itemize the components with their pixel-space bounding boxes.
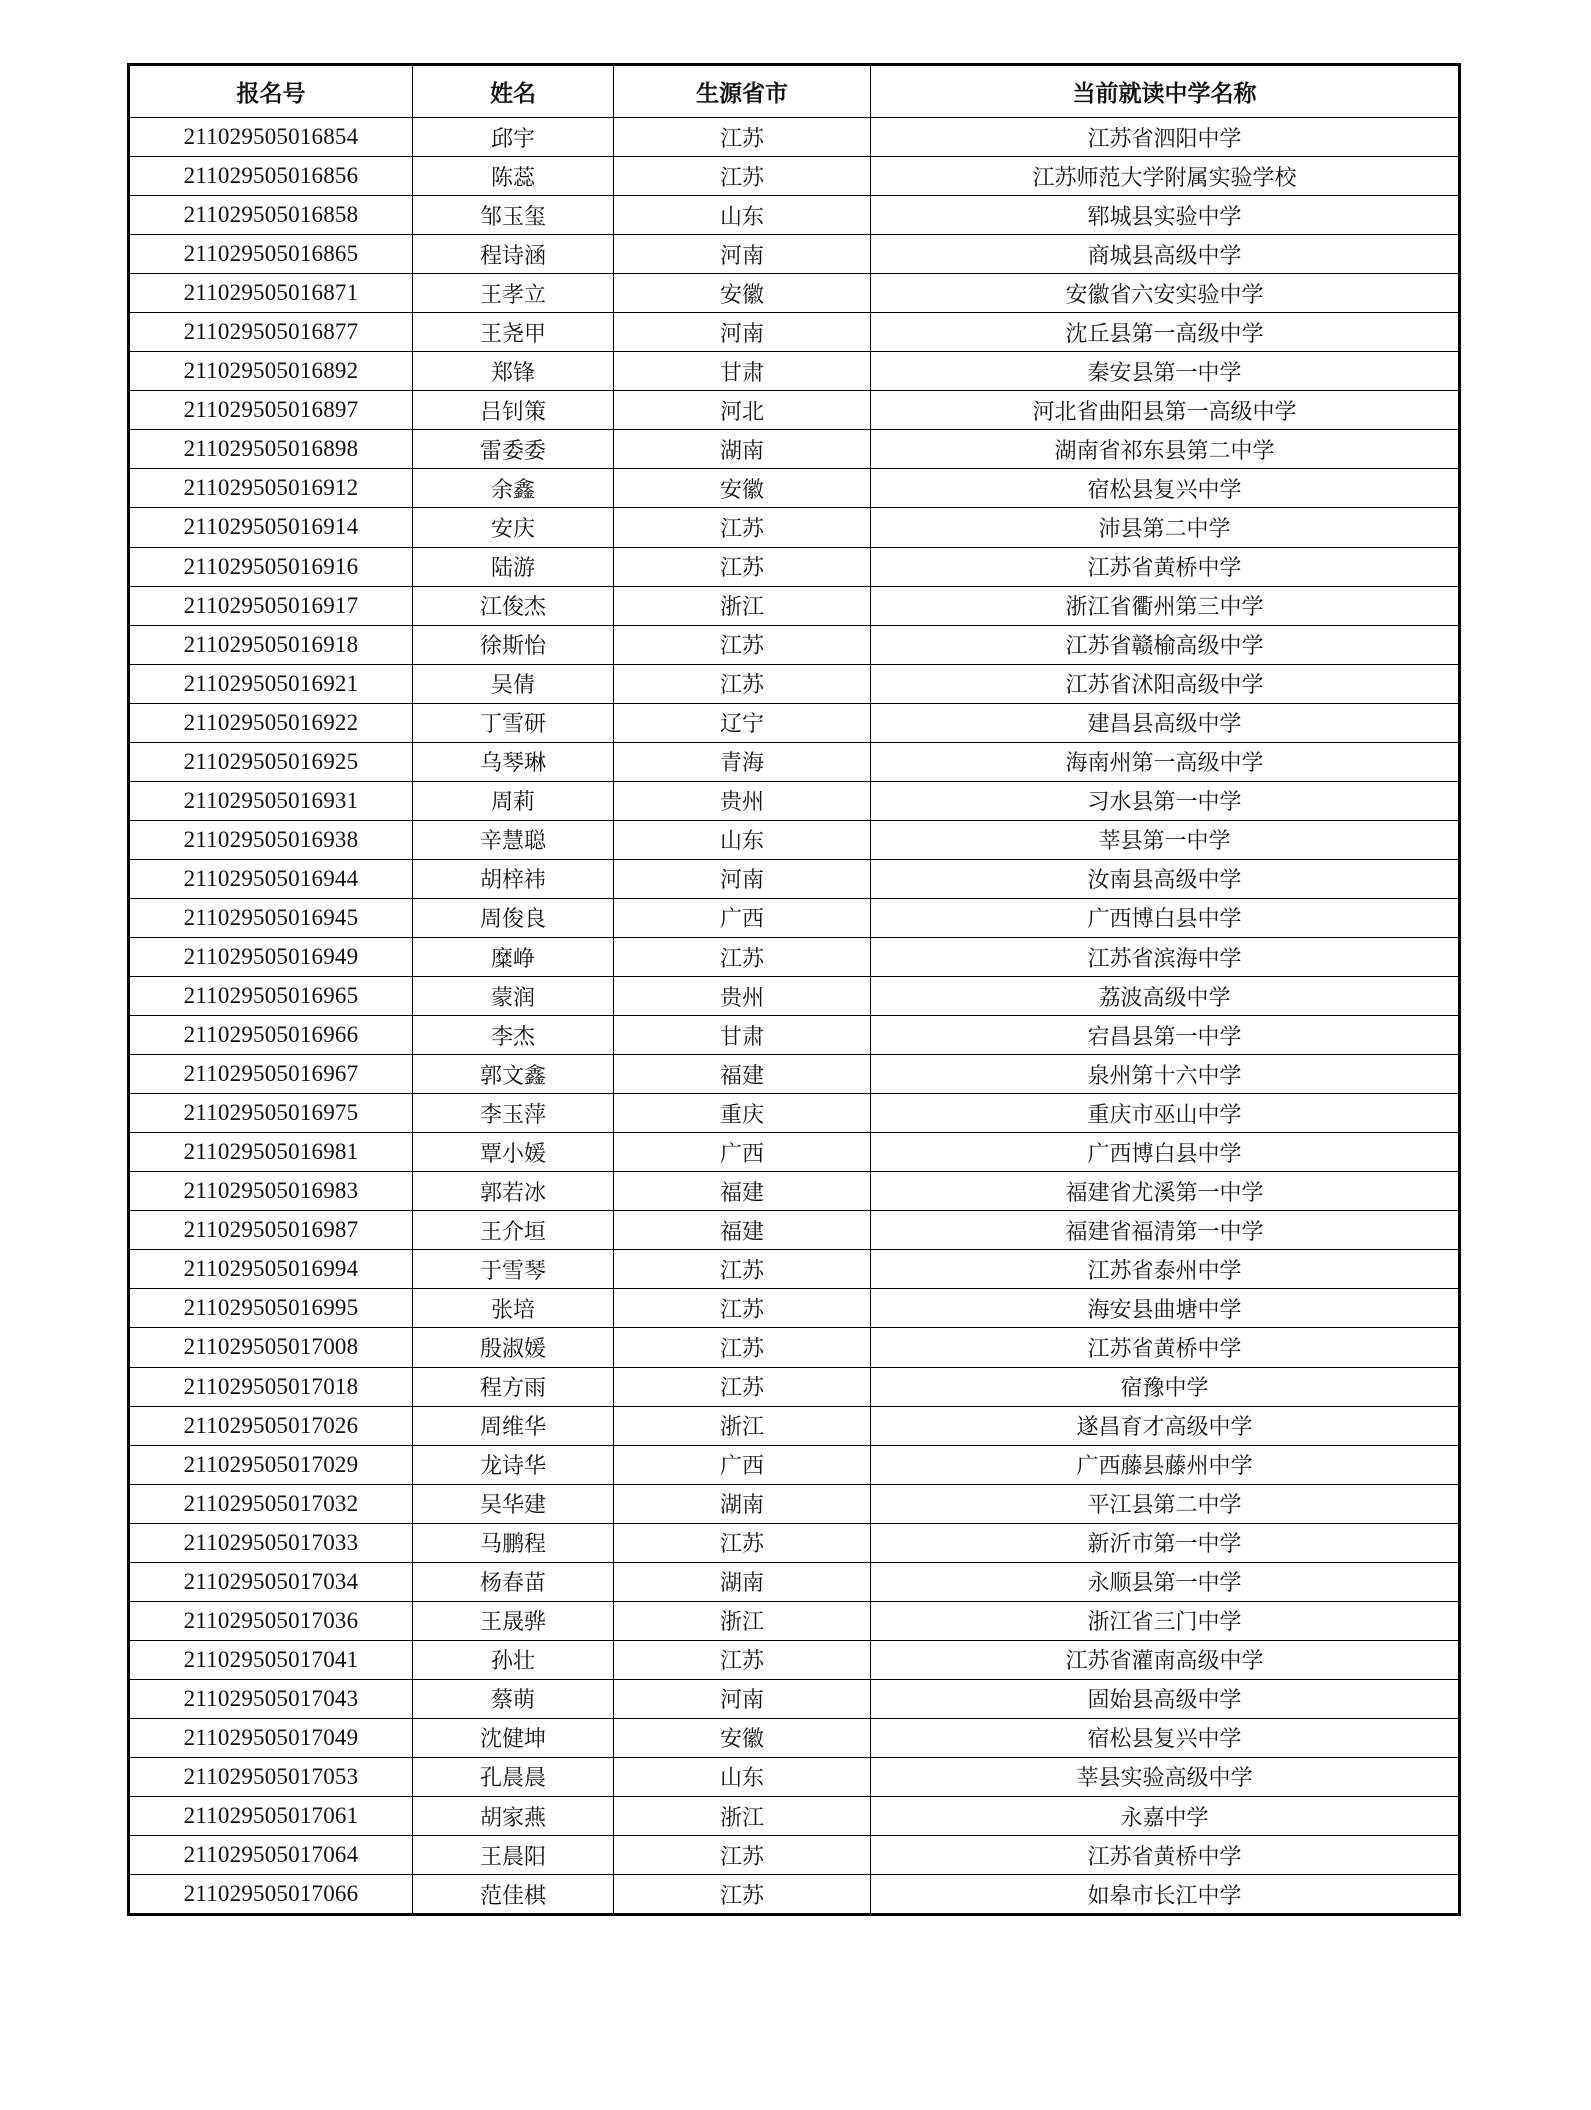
header-name: 姓名 xyxy=(413,65,614,118)
province-cell: 江苏 xyxy=(614,1875,871,1915)
province-cell: 江苏 xyxy=(614,1640,871,1679)
province-cell: 甘肃 xyxy=(614,352,871,391)
student-name-cell: 龙诗华 xyxy=(413,1445,614,1484)
student-name-cell: 蔡萌 xyxy=(413,1679,614,1718)
table-row xyxy=(129,1367,1460,1406)
student-name-cell: 马鹏程 xyxy=(413,1523,614,1562)
table-row xyxy=(129,1757,1460,1796)
school-name-cell: 重庆市巫山中学 xyxy=(871,1094,1460,1133)
school-name-cell: 广西藤县藤州中学 xyxy=(871,1445,1460,1484)
province-cell: 湖南 xyxy=(614,430,871,469)
student-name-cell: 安庆 xyxy=(413,508,614,547)
registration-number-cell: 211029505017036 xyxy=(129,1601,413,1640)
province-cell: 广西 xyxy=(614,898,871,937)
registration-number-cell: 211029505016931 xyxy=(129,781,413,820)
province-cell: 山东 xyxy=(614,1757,871,1796)
school-name-cell: 宕昌县第一中学 xyxy=(871,1016,1460,1055)
registration-number-cell: 211029505017053 xyxy=(129,1757,413,1796)
table-row xyxy=(129,1679,1460,1718)
table-row xyxy=(129,1133,1460,1172)
province-cell: 安徽 xyxy=(614,1718,871,1757)
registration-number-cell: 211029505017041 xyxy=(129,1640,413,1679)
student-name-cell: 吴倩 xyxy=(413,664,614,703)
registration-number-cell: 211029505017066 xyxy=(129,1875,413,1915)
province-cell: 河南 xyxy=(614,235,871,274)
province-cell: 江苏 xyxy=(614,664,871,703)
table-row xyxy=(129,703,1460,742)
registration-number-cell: 211029505017008 xyxy=(129,1328,413,1367)
header-row xyxy=(129,65,1460,118)
school-name-cell: 浙江省三门中学 xyxy=(871,1601,1460,1640)
table-row xyxy=(129,313,1460,352)
school-name-cell: 江苏省灌南高级中学 xyxy=(871,1640,1460,1679)
province-cell: 重庆 xyxy=(614,1094,871,1133)
registration-number-cell: 211029505016938 xyxy=(129,820,413,859)
province-cell: 江苏 xyxy=(614,937,871,976)
student-name-cell: 张培 xyxy=(413,1289,614,1328)
student-name-cell: 孙壮 xyxy=(413,1640,614,1679)
table-row xyxy=(129,820,1460,859)
school-name-cell: 平江县第二中学 xyxy=(871,1484,1460,1523)
table-row xyxy=(129,547,1460,586)
table-row xyxy=(129,1172,1460,1211)
student-name-cell: 胡家燕 xyxy=(413,1797,614,1836)
table-row xyxy=(129,1406,1460,1445)
table-row xyxy=(129,1445,1460,1484)
province-cell: 贵州 xyxy=(614,977,871,1016)
registration-number-cell: 211029505017032 xyxy=(129,1484,413,1523)
table-row xyxy=(129,742,1460,781)
school-name-cell: 江苏省沭阳高级中学 xyxy=(871,664,1460,703)
province-cell: 山东 xyxy=(614,196,871,235)
table-row xyxy=(129,1211,1460,1250)
province-cell: 安徽 xyxy=(614,274,871,313)
table-row xyxy=(129,1289,1460,1328)
school-name-cell: 汝南县高级中学 xyxy=(871,859,1460,898)
student-name-cell: 于雪琴 xyxy=(413,1250,614,1289)
province-cell: 湖南 xyxy=(614,1562,871,1601)
registration-number-cell: 211029505017029 xyxy=(129,1445,413,1484)
table-row xyxy=(129,1640,1460,1679)
school-name-cell: 宿豫中学 xyxy=(871,1367,1460,1406)
student-name-cell: 王介垣 xyxy=(413,1211,614,1250)
table-row xyxy=(129,1718,1460,1757)
school-name-cell: 安徽省六安实验中学 xyxy=(871,274,1460,313)
student-name-cell: 陆游 xyxy=(413,547,614,586)
student-name-cell: 乌琴琳 xyxy=(413,742,614,781)
province-cell: 江苏 xyxy=(614,508,871,547)
registration-number-cell: 211029505016983 xyxy=(129,1172,413,1211)
school-name-cell: 遂昌育才高级中学 xyxy=(871,1406,1460,1445)
province-cell: 贵州 xyxy=(614,781,871,820)
student-name-cell: 王晨阳 xyxy=(413,1836,614,1875)
school-name-cell: 湖南省祁东县第二中学 xyxy=(871,430,1460,469)
school-name-cell: 广西博白县中学 xyxy=(871,1133,1460,1172)
registration-number-cell: 211029505016858 xyxy=(129,196,413,235)
student-name-cell: 吴华建 xyxy=(413,1484,614,1523)
student-roster-table xyxy=(127,63,1461,1916)
table-row xyxy=(129,1055,1460,1094)
student-name-cell: 殷淑媛 xyxy=(413,1328,614,1367)
header-province: 生源省市 xyxy=(614,65,871,118)
table-row xyxy=(129,625,1460,664)
student-name-cell: 雷委委 xyxy=(413,430,614,469)
student-name-cell: 覃小媛 xyxy=(413,1133,614,1172)
registration-number-cell: 211029505016944 xyxy=(129,859,413,898)
school-name-cell: 新沂市第一中学 xyxy=(871,1523,1460,1562)
province-cell: 江苏 xyxy=(614,1250,871,1289)
school-name-cell: 郓城县实验中学 xyxy=(871,196,1460,235)
student-name-cell: 王尧甲 xyxy=(413,313,614,352)
registration-number-cell: 211029505017026 xyxy=(129,1406,413,1445)
school-name-cell: 广西博白县中学 xyxy=(871,898,1460,937)
table-row xyxy=(129,859,1460,898)
school-name-cell: 江苏省黄桥中学 xyxy=(871,547,1460,586)
province-cell: 青海 xyxy=(614,742,871,781)
province-cell: 江苏 xyxy=(614,118,871,157)
student-name-cell: 胡梓祎 xyxy=(413,859,614,898)
student-name-cell: 周莉 xyxy=(413,781,614,820)
table-row xyxy=(129,781,1460,820)
registration-number-cell: 211029505016917 xyxy=(129,586,413,625)
school-name-cell: 沈丘县第一高级中学 xyxy=(871,313,1460,352)
table-row xyxy=(129,430,1460,469)
student-name-cell: 范佳棋 xyxy=(413,1875,614,1915)
header-registration-number: 报名号 xyxy=(129,65,413,118)
school-name-cell: 海安县曲塘中学 xyxy=(871,1289,1460,1328)
province-cell: 河南 xyxy=(614,1679,871,1718)
province-cell: 江苏 xyxy=(614,1836,871,1875)
school-name-cell: 浙江省衢州第三中学 xyxy=(871,586,1460,625)
student-name-cell: 邹玉玺 xyxy=(413,196,614,235)
registration-number-cell: 211029505016981 xyxy=(129,1133,413,1172)
province-cell: 福建 xyxy=(614,1211,871,1250)
school-name-cell: 固始县高级中学 xyxy=(871,1679,1460,1718)
student-name-cell: 郭文鑫 xyxy=(413,1055,614,1094)
table-row xyxy=(129,977,1460,1016)
table-row xyxy=(129,1875,1460,1915)
province-cell: 河南 xyxy=(614,313,871,352)
table-row xyxy=(129,274,1460,313)
school-name-cell: 福建省尤溪第一中学 xyxy=(871,1172,1460,1211)
school-name-cell: 荔波高级中学 xyxy=(871,977,1460,1016)
table-row xyxy=(129,1016,1460,1055)
registration-number-cell: 211029505017018 xyxy=(129,1367,413,1406)
school-name-cell: 商城县高级中学 xyxy=(871,235,1460,274)
table-row xyxy=(129,664,1460,703)
school-name-cell: 沛县第二中学 xyxy=(871,508,1460,547)
student-name-cell: 李玉萍 xyxy=(413,1094,614,1133)
student-name-cell: 陈蕊 xyxy=(413,157,614,196)
school-name-cell: 习水县第一中学 xyxy=(871,781,1460,820)
registration-number-cell: 211029505016912 xyxy=(129,469,413,508)
student-name-cell: 周俊良 xyxy=(413,898,614,937)
header-school: 当前就读中学名称 xyxy=(871,65,1460,118)
table-row xyxy=(129,1094,1460,1133)
student-name-cell: 吕钊策 xyxy=(413,391,614,430)
student-name-cell: 李杰 xyxy=(413,1016,614,1055)
student-name-cell: 徐斯怡 xyxy=(413,625,614,664)
school-name-cell: 宿松县复兴中学 xyxy=(871,469,1460,508)
registration-number-cell: 211029505016922 xyxy=(129,703,413,742)
registration-number-cell: 211029505017034 xyxy=(129,1562,413,1601)
province-cell: 河南 xyxy=(614,859,871,898)
table-row xyxy=(129,1250,1460,1289)
student-name-cell: 郑锋 xyxy=(413,352,614,391)
school-name-cell: 江苏省泰州中学 xyxy=(871,1250,1460,1289)
school-name-cell: 如皋市长江中学 xyxy=(871,1875,1460,1915)
table-row xyxy=(129,196,1460,235)
school-name-cell: 秦安县第一中学 xyxy=(871,352,1460,391)
registration-number-cell: 211029505016892 xyxy=(129,352,413,391)
student-name-cell: 王晟骅 xyxy=(413,1601,614,1640)
school-name-cell: 河北省曲阳县第一高级中学 xyxy=(871,391,1460,430)
table-row xyxy=(129,469,1460,508)
registration-number-cell: 211029505016945 xyxy=(129,898,413,937)
registration-number-cell: 211029505016995 xyxy=(129,1289,413,1328)
school-name-cell: 江苏省黄桥中学 xyxy=(871,1836,1460,1875)
table-row xyxy=(129,1523,1460,1562)
school-name-cell: 莘县实验高级中学 xyxy=(871,1757,1460,1796)
student-name-cell: 程诗涵 xyxy=(413,235,614,274)
registration-number-cell: 211029505016967 xyxy=(129,1055,413,1094)
registration-number-cell: 211029505016925 xyxy=(129,742,413,781)
province-cell: 福建 xyxy=(614,1055,871,1094)
school-name-cell: 宿松县复兴中学 xyxy=(871,1718,1460,1757)
student-name-cell: 丁雪研 xyxy=(413,703,614,742)
province-cell: 江苏 xyxy=(614,1289,871,1328)
province-cell: 广西 xyxy=(614,1133,871,1172)
school-name-cell: 永嘉中学 xyxy=(871,1797,1460,1836)
school-name-cell: 江苏省黄桥中学 xyxy=(871,1328,1460,1367)
student-name-cell: 辛慧聪 xyxy=(413,820,614,859)
student-name-cell: 蒙润 xyxy=(413,977,614,1016)
registration-number-cell: 211029505017043 xyxy=(129,1679,413,1718)
table-row xyxy=(129,118,1460,157)
province-cell: 甘肃 xyxy=(614,1016,871,1055)
table-row xyxy=(129,898,1460,937)
school-name-cell: 江苏省滨海中学 xyxy=(871,937,1460,976)
table-row xyxy=(129,235,1460,274)
registration-number-cell: 211029505016994 xyxy=(129,1250,413,1289)
registration-number-cell: 211029505017061 xyxy=(129,1797,413,1836)
province-cell: 湖南 xyxy=(614,1484,871,1523)
school-name-cell: 江苏师范大学附属实验学校 xyxy=(871,157,1460,196)
student-name-cell: 余鑫 xyxy=(413,469,614,508)
student-name-cell: 周维华 xyxy=(413,1406,614,1445)
table-row xyxy=(129,937,1460,976)
school-name-cell: 永顺县第一中学 xyxy=(871,1562,1460,1601)
school-name-cell: 建昌县高级中学 xyxy=(871,703,1460,742)
table-row xyxy=(129,1328,1460,1367)
school-name-cell: 海南州第一高级中学 xyxy=(871,742,1460,781)
province-cell: 浙江 xyxy=(614,1601,871,1640)
registration-number-cell: 211029505016987 xyxy=(129,1211,413,1250)
table-row xyxy=(129,586,1460,625)
student-name-cell: 沈健坤 xyxy=(413,1718,614,1757)
registration-number-cell: 211029505016921 xyxy=(129,664,413,703)
registration-number-cell: 211029505016865 xyxy=(129,235,413,274)
registration-number-cell: 211029505016916 xyxy=(129,547,413,586)
registration-number-cell: 211029505016965 xyxy=(129,977,413,1016)
table-row xyxy=(129,1562,1460,1601)
table-row xyxy=(129,1797,1460,1836)
table-row xyxy=(129,391,1460,430)
province-cell: 福建 xyxy=(614,1172,871,1211)
province-cell: 江苏 xyxy=(614,625,871,664)
school-name-cell: 莘县第一中学 xyxy=(871,820,1460,859)
registration-number-cell: 211029505016877 xyxy=(129,313,413,352)
province-cell: 浙江 xyxy=(614,586,871,625)
province-cell: 安徽 xyxy=(614,469,871,508)
registration-number-cell: 211029505016949 xyxy=(129,937,413,976)
province-cell: 浙江 xyxy=(614,1797,871,1836)
registration-number-cell: 211029505016966 xyxy=(129,1016,413,1055)
student-name-cell: 邱宇 xyxy=(413,118,614,157)
school-name-cell: 江苏省赣榆高级中学 xyxy=(871,625,1460,664)
registration-number-cell: 211029505016871 xyxy=(129,274,413,313)
province-cell: 江苏 xyxy=(614,1328,871,1367)
province-cell: 河北 xyxy=(614,391,871,430)
province-cell: 江苏 xyxy=(614,1523,871,1562)
registration-number-cell: 211029505017049 xyxy=(129,1718,413,1757)
table-body xyxy=(129,118,1460,1915)
registration-number-cell: 211029505016897 xyxy=(129,391,413,430)
province-cell: 辽宁 xyxy=(614,703,871,742)
table-row xyxy=(129,157,1460,196)
student-name-cell: 程方雨 xyxy=(413,1367,614,1406)
registration-number-cell: 211029505017064 xyxy=(129,1836,413,1875)
registration-number-cell: 211029505016854 xyxy=(129,118,413,157)
province-cell: 江苏 xyxy=(614,157,871,196)
table-row xyxy=(129,1836,1460,1875)
student-name-cell: 王孝立 xyxy=(413,274,614,313)
province-cell: 广西 xyxy=(614,1445,871,1484)
student-name-cell: 江俊杰 xyxy=(413,586,614,625)
student-name-cell: 孔晨晨 xyxy=(413,1757,614,1796)
student-name-cell: 杨春苗 xyxy=(413,1562,614,1601)
table-row xyxy=(129,1484,1460,1523)
table-row xyxy=(129,508,1460,547)
school-name-cell: 泉州第十六中学 xyxy=(871,1055,1460,1094)
province-cell: 浙江 xyxy=(614,1406,871,1445)
registration-number-cell: 211029505016856 xyxy=(129,157,413,196)
school-name-cell: 江苏省泗阳中学 xyxy=(871,118,1460,157)
school-name-cell: 福建省福清第一中学 xyxy=(871,1211,1460,1250)
registration-number-cell: 211029505016898 xyxy=(129,430,413,469)
province-cell: 山东 xyxy=(614,820,871,859)
table-row xyxy=(129,352,1460,391)
registration-number-cell: 211029505016975 xyxy=(129,1094,413,1133)
registration-number-cell: 211029505016918 xyxy=(129,625,413,664)
student-name-cell: 郭若冰 xyxy=(413,1172,614,1211)
registration-number-cell: 211029505016914 xyxy=(129,508,413,547)
table-row xyxy=(129,1601,1460,1640)
province-cell: 江苏 xyxy=(614,547,871,586)
province-cell: 江苏 xyxy=(614,1367,871,1406)
student-name-cell: 糜峥 xyxy=(413,937,614,976)
registration-number-cell: 211029505017033 xyxy=(129,1523,413,1562)
